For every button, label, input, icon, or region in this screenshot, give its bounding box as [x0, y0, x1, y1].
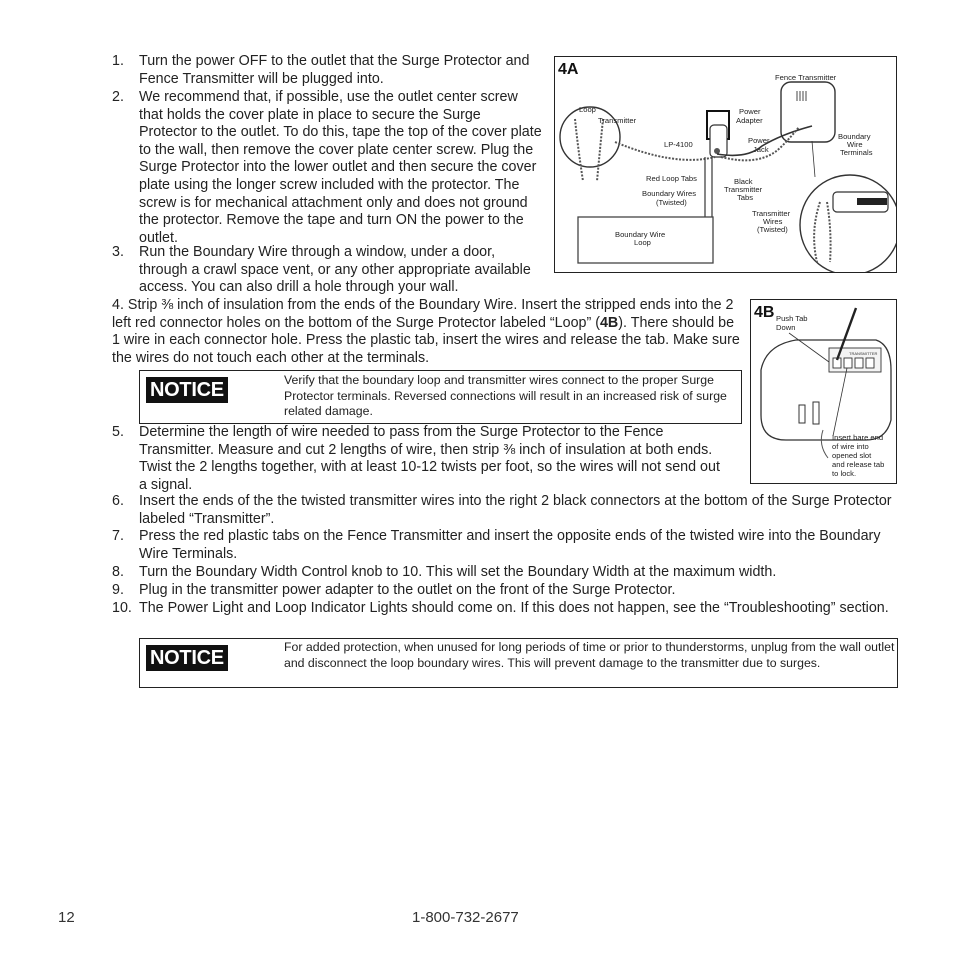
label-tw-3: (Twisted) — [757, 225, 788, 234]
label-bwl-2: Loop — [634, 238, 651, 247]
step-text: Determine the length of wire needed to pass from the Surge Protector to the Fence Transmitter. Measure and cut 2 lengths of wire, then strip ⅜ inch of insulation at both ends. Twist the 2 lengths together, with at least 10-12 twists per foot, so the wires will not send out a signal. — [139, 424, 720, 493]
label-push-tab-1: Push Tab — [776, 314, 808, 323]
label-bw-twisted-2: (Twisted) — [656, 198, 687, 207]
label-bwt-2: Wire — [847, 140, 863, 149]
notice-box — [139, 638, 898, 688]
step-text: Turn the Boundary Width Control knob to 10. This will set the Boundary Width at the maximum width. — [139, 564, 777, 580]
step-number: 7. — [112, 528, 124, 544]
power-plug-dot — [714, 148, 720, 154]
page-number: 12 — [58, 909, 75, 926]
step-number: 5. — [112, 424, 124, 440]
prong — [813, 402, 819, 424]
label-insert-5: to lock. — [832, 469, 857, 478]
step-8 — [112, 564, 902, 582]
figure-4a — [554, 56, 897, 273]
label-lp4100: LP-4100 — [664, 140, 693, 149]
step-text: The Power Light and Loop Indicator Lights should come on. If this does not happen, see the “Troubleshooting” section. — [139, 600, 889, 616]
step-text: Insert the ends of the the twisted transmitter wires into the right 2 black connectors at the bottom of the Surge Protector labeled “Transmitter”. — [139, 493, 892, 527]
step-7 — [112, 528, 902, 563]
step-5 — [112, 424, 726, 494]
step-number: 9. — [112, 582, 124, 598]
label-tw-2: Wires — [763, 217, 783, 226]
label-bwl-1: Boundary Wire — [615, 230, 666, 239]
figure-4a-illustration — [555, 57, 896, 272]
figure-4b-illustration — [751, 300, 896, 483]
figure-ref: 4B — [599, 314, 619, 331]
step-text: Turn the power OFF to the outlet that the Surge Protector and Fence Transmitter will be plugged into. — [139, 53, 530, 87]
loop-lead-wires — [705, 157, 712, 217]
label-bwt-3: Terminals — [840, 148, 873, 157]
notice-badge: NOTICE — [146, 645, 228, 671]
step-text-b: ). There should be 1 wire in each connector hole. Press the plastic tab, insert the wires and release the tab. Make sure the wires do not touch each other at the terminals. — [112, 314, 740, 366]
step-text: Press the red plastic tabs on the Fence Transmitter and insert the opposite ends of the twisted wire into the Boundary Wire Terminals. — [139, 528, 881, 562]
figure-label: 4B — [754, 304, 775, 321]
label-insert-2: of wire into — [832, 442, 869, 451]
terminal-block — [857, 198, 887, 205]
label-transmitter: Transmitter — [598, 116, 637, 125]
step-6 — [112, 493, 902, 528]
prong — [799, 405, 805, 423]
label-power-adapter-2: Adapter — [736, 116, 763, 125]
label-power-jack-2: Jack — [753, 145, 769, 154]
step-number: 1. — [112, 53, 124, 69]
step-text-a: Strip ⅜ inch of insulation from the ends of the Boundary Wire. Insert the stripped ends into the 2 left red connector holes on the bottom of the Surge Protector labeled “Loop” ( — [112, 297, 734, 331]
label-btt-3: Tabs — [737, 193, 754, 202]
label-btt-1: Black — [734, 177, 753, 186]
step-3 — [112, 244, 542, 297]
label-loop: Loop — [579, 105, 596, 114]
label-fence-transmitter: Fence Transmitter — [775, 73, 837, 82]
step-10 — [112, 600, 902, 618]
figure-label: 4A — [558, 61, 579, 78]
label-bw-twisted-1: Boundary Wires — [642, 189, 697, 198]
step-text: Plug in the transmitter power adapter to the outlet on the front of the Surge Protector. — [139, 582, 676, 598]
label-tw-1: Transmitter — [752, 209, 791, 218]
label-push-tab-2: Down — [776, 323, 796, 332]
step-number: 6. — [112, 493, 124, 509]
leader-line — [812, 141, 815, 177]
figure-4b — [750, 299, 897, 484]
label-power-adapter-1: Power — [739, 107, 761, 116]
step-number: 2. — [112, 89, 124, 105]
label-insert-1: Insert bare end — [832, 433, 884, 442]
step-9 — [112, 582, 902, 600]
label-bwt-1: Boundary — [838, 132, 871, 141]
notice-text: For added protection, when unused for long periods of time or prior to thunderstorms, unplug from the wall outlet and disconnect the loop boundary wires. This will prevent damage to the transmitter due to surges. — [284, 640, 895, 670]
label-insert-4: and release tab — [832, 460, 885, 469]
notice-text: Verify that the boundary loop and transmitter wires connect to the proper Surge Protector terminals. Reversed connections will result in an increased risk of surge related damage. — [284, 373, 727, 418]
step-text: Run the Boundary Wire through a window, under a door, through a crawl space vent, or any other appropriate available access. You can also drill a hole through your wall. — [139, 244, 531, 296]
step-number: 4. — [112, 297, 124, 313]
label-red-loop-tabs: Red Loop Tabs — [646, 174, 697, 183]
step-text: We recommend that, if possible, use the outlet center screw that holds the cover plate in place to secure the Surge Protector to the outlet. To do this, tape the top of the cover plate to the wall, then remove the cover plate center screw. Plug the Surge Protector into the lower outlet and then secure the cover plate using the longer screw included with the protector. The screw is for mechanical attachment only and does not ground the protector. Remove the tape and turn ON the power to the outlet. — [139, 89, 542, 246]
label-btt-2: Transmitter — [724, 185, 763, 194]
step-number: 10. — [112, 600, 132, 616]
step-2 — [112, 89, 542, 247]
notice-box — [139, 370, 742, 424]
notice-badge: NOTICE — [146, 377, 228, 403]
step-1 — [112, 53, 542, 88]
step-number: 8. — [112, 564, 124, 580]
device-print: TRANSMITTER — [849, 351, 878, 356]
step-number: 3. — [112, 244, 124, 260]
label-power-jack-1: Power — [748, 136, 770, 145]
phone-number: 1-800-732-2677 — [412, 909, 519, 926]
step-4 — [112, 297, 740, 367]
label-insert-3: opened slot — [832, 451, 872, 460]
